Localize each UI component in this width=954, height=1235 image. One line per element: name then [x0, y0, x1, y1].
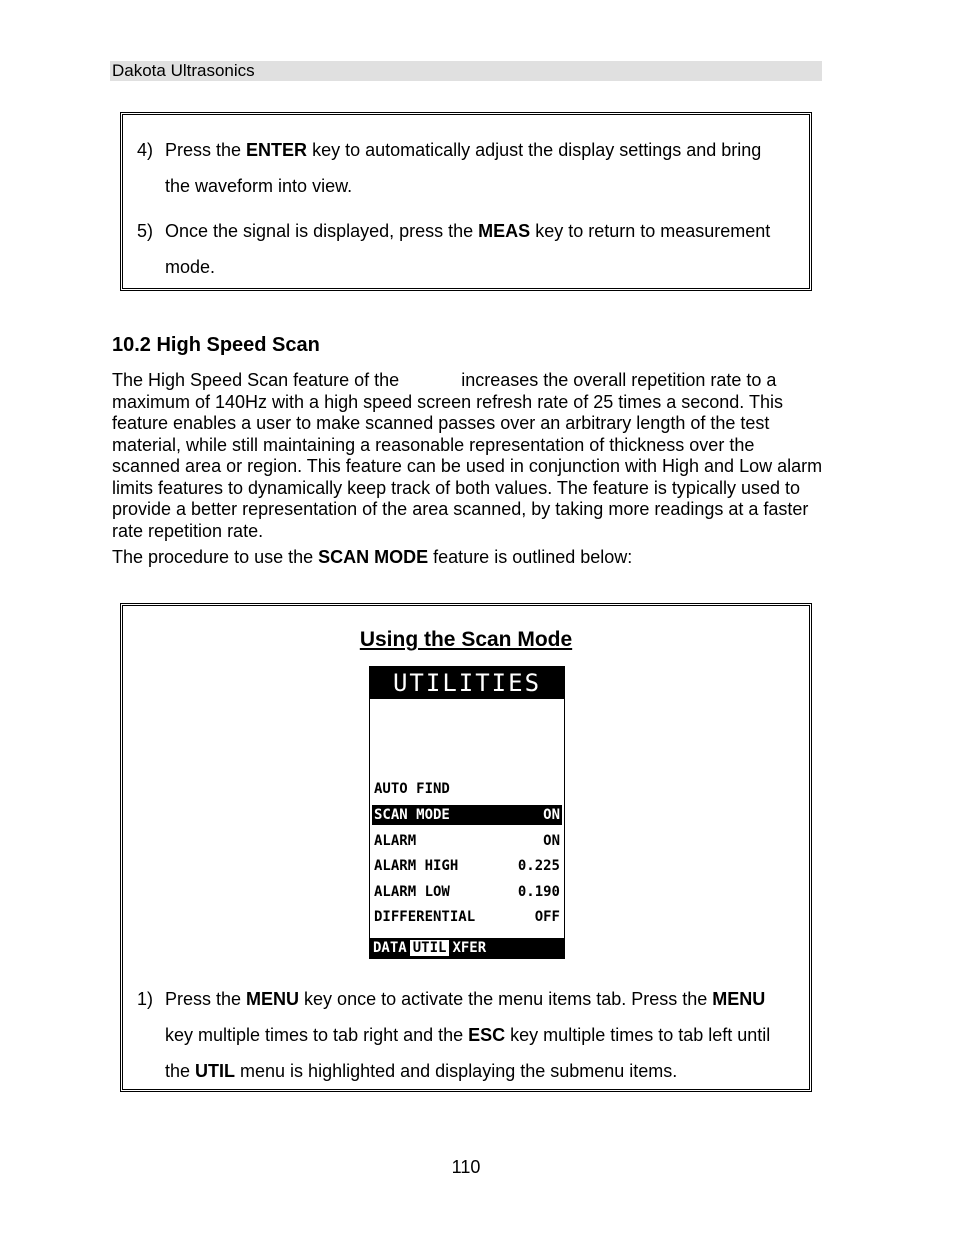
lcd-menu-item-scan-mode	[372, 805, 562, 825]
step-text	[165, 981, 805, 1089]
lcd-screen	[369, 666, 565, 959]
step-text	[165, 132, 805, 204]
instruction-box-top	[120, 112, 812, 291]
lcd-item-value: 0.225	[517, 858, 560, 874]
text-run: key to return to measurement	[530, 221, 771, 241]
text-run: key multiple times to tab right and the	[165, 1025, 469, 1045]
header-title: Dakota Ultrasonics	[112, 61, 255, 80]
lcd-item-value: 0.190	[517, 884, 560, 900]
lcd-menu-item-differential	[372, 907, 562, 927]
lcd-menu-item-alarm	[372, 831, 562, 851]
step-number: 5)	[137, 221, 154, 241]
text-run: Once the signal is displayed, press the	[165, 221, 479, 241]
lcd-tab-data: DATA	[373, 940, 407, 956]
lcd-item-label: SCAN MODE	[374, 807, 450, 823]
box-caption: Using the Scan Mode	[359, 628, 573, 651]
step-text	[165, 213, 805, 285]
section-heading: 10.2 High Speed Scan	[112, 334, 320, 356]
text-run: increases the overall repetition rate to a maximum of 140Hz with a high speed screen refresh rate of 25 times a second. This feature enables a user to make scanned passes over an arbitrary length of the test material, while still maintaining a reasonable representation of thickness over the scanned area or region. This feature can be used in conjunction with High and Low alarm limits features to dynamically keep track of both values. The feature is typically used to provide a better representation of the area scanned, by taking more readings at a faster rate repetition rate.	[112, 370, 823, 541]
lcd-menu-item-alarm-high	[372, 856, 562, 876]
text-run: key once to activate the menu items tab. Press the	[299, 989, 713, 1009]
lcd-menu-item-alarm-low	[372, 882, 562, 902]
text-run: The procedure to use the	[112, 547, 319, 567]
text-run: Press the	[165, 989, 247, 1009]
key-name: MENU	[712, 989, 766, 1009]
lcd-item-label: ALARM LOW	[374, 884, 450, 900]
text-run: key multiple times to tab left until	[505, 1025, 771, 1045]
key-name: UTIL	[195, 1061, 236, 1081]
key-name: ENTER	[246, 140, 308, 160]
lcd-item-value: ON	[543, 807, 560, 823]
lcd-item-label: DIFFERENTIAL	[374, 909, 476, 925]
running-header	[110, 61, 822, 81]
lcd-item-label: ALARM HIGH	[374, 858, 459, 874]
page-number: 110	[451, 1157, 481, 1177]
lcd-item-value: ON	[543, 833, 560, 849]
key-name: MENU	[246, 989, 300, 1009]
text-run: Press the	[165, 140, 247, 160]
lcd-item-label: AUTO FIND	[374, 781, 450, 797]
lcd-title: UTILITIES	[370, 667, 564, 699]
lcd-menu-item-auto-find	[372, 779, 562, 799]
lcd-item-value: OFF	[534, 909, 560, 925]
key-name: MEAS	[478, 221, 531, 241]
text-run: the waveform into view.	[165, 176, 353, 196]
lcd-item-label: ALARM	[374, 833, 417, 849]
key-name: ESC	[468, 1025, 506, 1045]
instruction-box-scan-mode	[120, 603, 812, 1092]
text-run: key to automatically adjust the display settings and bring	[307, 140, 762, 160]
step-number: 1)	[137, 989, 154, 1009]
text-run: The High Speed Scan feature of the	[112, 370, 400, 390]
lcd-tab-xfer: XFER	[452, 940, 487, 956]
lcd-tab-bar	[370, 938, 564, 958]
text-run: the	[165, 1061, 196, 1081]
text-run: menu is highlighted and displaying the submenu items.	[235, 1061, 678, 1081]
key-name: SCAN MODE	[318, 547, 429, 567]
text-run: mode.	[165, 257, 216, 277]
procedure-intro	[112, 547, 824, 569]
text-run: feature is outlined below:	[428, 547, 633, 567]
lcd-tab-util: UTIL	[410, 940, 450, 956]
step-number: 4)	[137, 140, 154, 160]
body-paragraph	[112, 370, 824, 542]
